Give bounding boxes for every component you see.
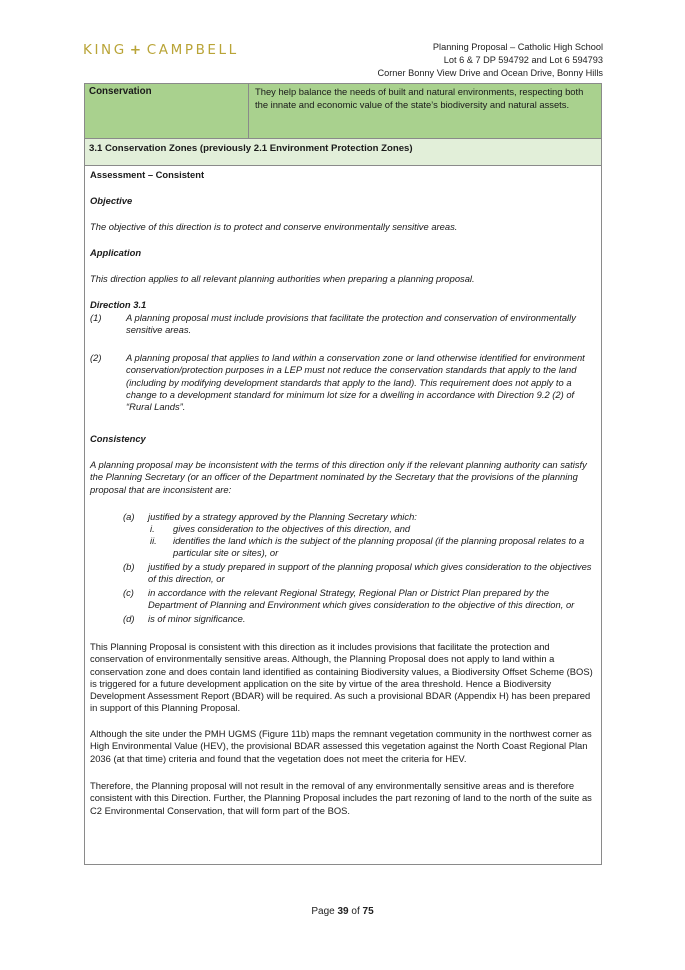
direction-item-number: (2) bbox=[90, 352, 102, 363]
list-item-number: (d) bbox=[123, 613, 135, 624]
list-item-text: in accordance with the relevant Regional Strategy, Regional Plan or District Plan prepared by the Department of Planning and Environment which gives consideration to the objective of this direction, or bbox=[148, 587, 575, 611]
list-item-text: justified by a study prepared in support of the planning proposal which gives consideration to the objectives of this direction, or bbox=[148, 561, 592, 585]
page-footer bbox=[0, 906, 685, 917]
list-item-text: justified by a strategy approved by the Planning Secretary which: bbox=[148, 511, 417, 522]
sublist-item-number: ii. bbox=[150, 535, 157, 546]
page-total: 75 bbox=[362, 906, 374, 917]
sublist-item-text: identifies the land which is the subject of the planning proposal (if the planning proposal relates to a particular site or sites), or bbox=[173, 535, 585, 559]
direction-heading: Direction 3.1 bbox=[90, 299, 147, 310]
objective-text: The objective of this direction is to protect and conserve environmentally sensitive areas. bbox=[90, 221, 458, 232]
category-row bbox=[85, 84, 601, 139]
company-logo bbox=[83, 42, 239, 58]
header-line-2: Lot 6 & 7 DP 594792 and Lot 6 594793 bbox=[443, 55, 603, 65]
direction-table bbox=[84, 83, 602, 865]
sublist-item-number: i. bbox=[150, 523, 155, 534]
consistency-paragraph-3: Therefore, the Planning proposal will not result in the removal of any environmentally sensitive areas and is therefore consistent with this Direction. Further, the Planning Proposal includes the part rezoning of land to the north of the suite as C2 Environmental Conservation, that will form part of the BOS. bbox=[90, 780, 592, 816]
list-item-number: (b) bbox=[123, 561, 135, 572]
consistency-paragraph-2: Although the site under the PMH UGMS (Figure 11b) maps the remnant vegetation community in the northwest corner as High Environmental Value (HEV), the provisional BDAR assessed this vegetation against the North Coast Regional Plan 2036 (at that time) criteria and found that the vegetation does not meet the criteria for HEV. bbox=[90, 728, 592, 764]
direction-title-row: 3.1 Conservation Zones (previously 2.1 Environment Protection Zones) bbox=[85, 139, 601, 166]
assessment-heading: Assessment – Consistent bbox=[90, 169, 205, 180]
sublist-item-text: gives consideration to the objectives of this direction, and bbox=[173, 523, 411, 534]
logo-plus-icon: + bbox=[129, 42, 144, 58]
logo-word-king: KING bbox=[83, 42, 127, 58]
objective-heading: Objective bbox=[90, 195, 133, 206]
page-of: of bbox=[348, 906, 363, 917]
consistency-text: A planning proposal may be inconsistent with the terms of this direction only if the relevant planning authority can satisfy the Planning Secretary (or an officer of the Department nominated by the Secretary that the provisions of the planning proposal that are inconsistent are: bbox=[90, 459, 587, 495]
header-line-3: Corner Bonny View Drive and Ocean Drive, Bonny Hills bbox=[377, 68, 603, 78]
direction-item-text: A planning proposal must include provisions that facilitate the protection and conservation of environmentally sensitive areas. bbox=[126, 312, 576, 336]
list-item-number: (c) bbox=[123, 587, 134, 598]
header-line-1: Planning Proposal – Catholic High School bbox=[432, 42, 603, 52]
list-item-number: (a) bbox=[123, 511, 135, 522]
page-label: Page bbox=[311, 906, 338, 917]
page-number: 39 bbox=[337, 906, 349, 917]
application-heading: Application bbox=[90, 247, 142, 258]
document-header bbox=[377, 41, 603, 80]
category-cell: Conservation bbox=[85, 84, 249, 138]
application-text: This direction applies to all relevant planning authorities when preparing a planning proposal. bbox=[90, 273, 475, 284]
direction-item-number: (1) bbox=[90, 312, 102, 323]
list-item-text: is of minor significance. bbox=[148, 613, 246, 624]
consistency-paragraph-1: This Planning Proposal is consistent with this direction as it includes provisions that facilitate the protection and conservation of environmentally sensitive areas. Although, the Planning Proposal does not apply to land within a conservation zone and does contain land identified as containing Biodiversity values, a Biodiversity Offset Scheme (BOS) is triggered for a future development application on the site by virtue of the area threshold. Hence a Biodiversity Development Assessment Report (BDAR) will be required. As such a provisional BDAR (Appendix H) has been prepared in support of this Planning Proposal. bbox=[90, 641, 593, 714]
category-description-cell: They help balance the needs of built and natural environments, respecting both the innate and economic value of the state’s biodiversity and natural assets. bbox=[255, 86, 584, 110]
consistency-heading: Consistency bbox=[90, 433, 146, 444]
logo-word-campbell: CAMPBELL bbox=[146, 42, 239, 58]
direction-item-text: A planning proposal that applies to land within a conservation zone or land otherwise identified for environment conservation/protection purposes in a LEP must not reduce the conservation standards that apply to the land (including by modifying development standards that apply to the land). This requirement does not apply to a change to a development standard for minimum lot size for a dwelling in accordance with Direction 9.2 (2) of “Rural Lands”. bbox=[126, 352, 585, 413]
